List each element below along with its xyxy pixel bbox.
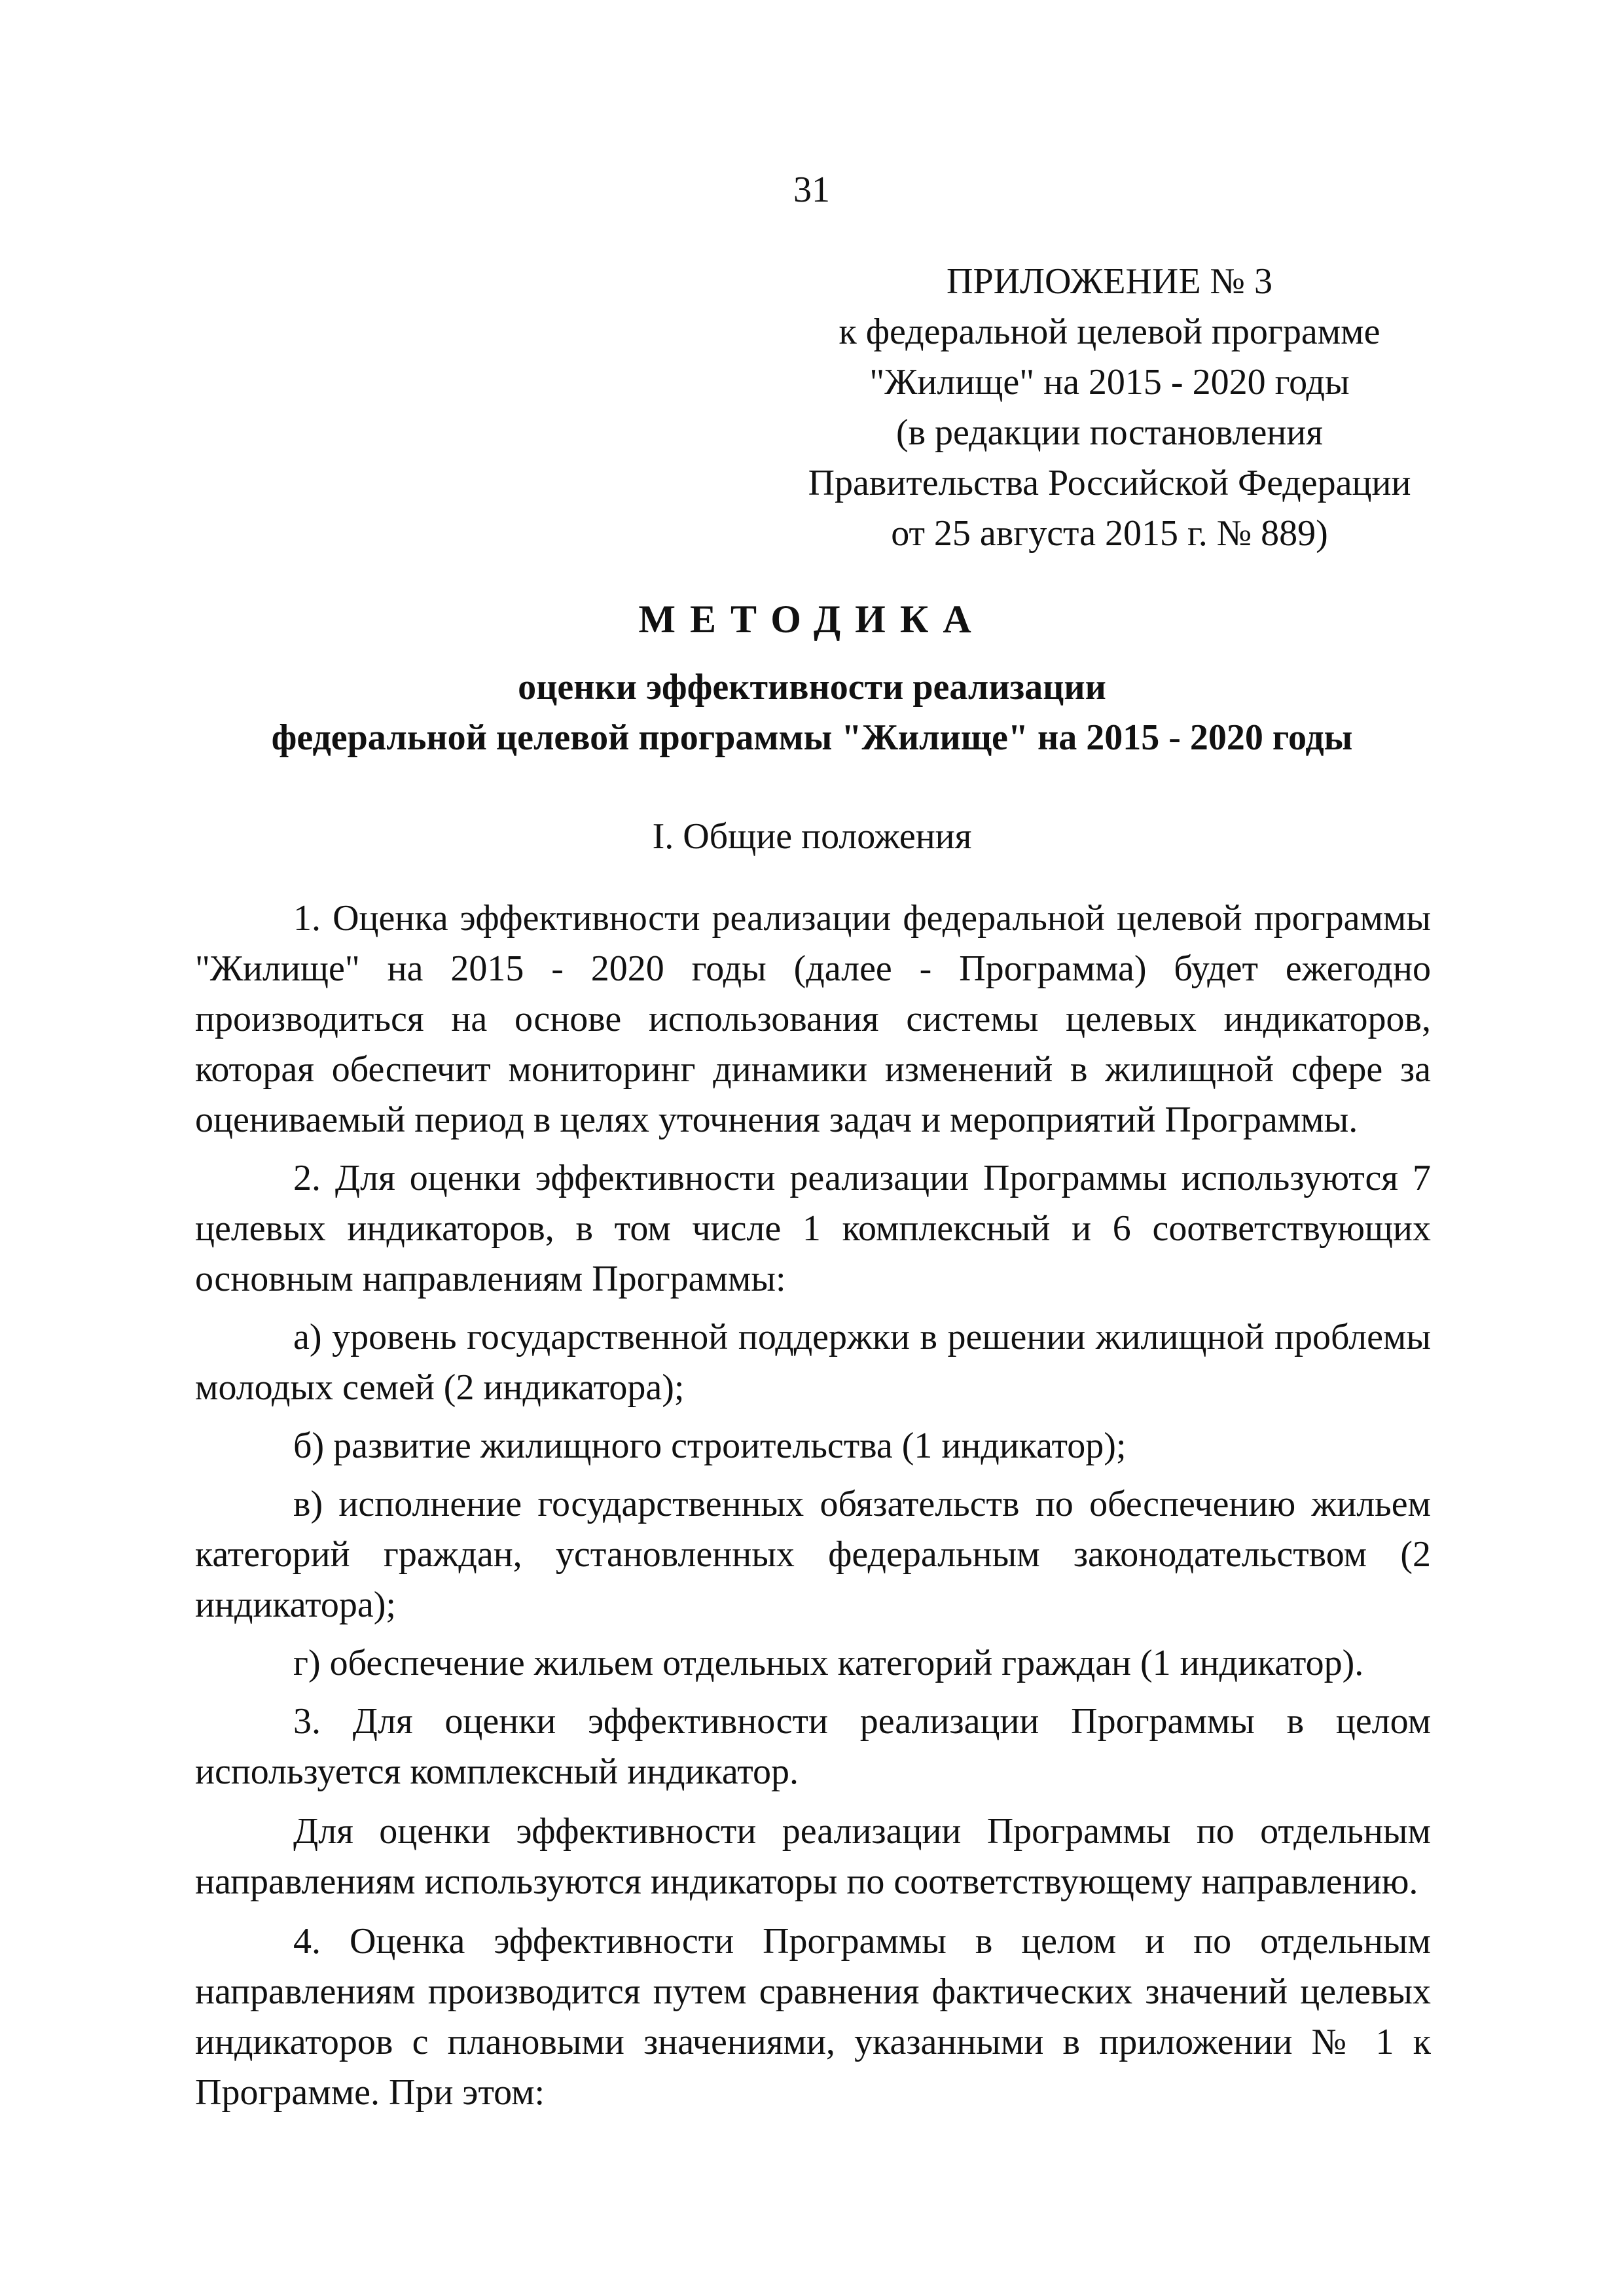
paragraph-4: 4. Оценка эффективности Программы в целом и по отдельным направлениям производится путем сравнения фактических значений целевых индикаторов с плановыми значениями, указанными в приложении № 1 к Программе. При этом: — [195, 1921, 1431, 2113]
appendix-program: к федеральной целевой программе — [839, 312, 1380, 352]
appendix-header — [753, 257, 1466, 559]
appendix-edition: (в редакции постановления — [895, 412, 1324, 453]
paragraph-2b: б) развитие жилищного строительства (1 индикатор); — [293, 1426, 1127, 1466]
subtitle-line-2: федеральной целевой программы "Жилище" на 2015 - 2020 годы — [271, 717, 1353, 758]
paragraph-3: 3. Для оценки эффективности реализации Программы в целом используется комплексный индикатор. — [195, 1701, 1431, 1792]
paragraph-3-continued: Для оценки эффективности реализации Программы по отдельным направлениям используются индикаторы по соответствующему направлению. — [195, 1811, 1431, 1902]
paragraph-1: 1. Оценка эффективности реализации федеральной целевой программы "Жилище" на 2015 - 2020 годы (далее - Программа) будет ежегодно производиться на основе использования системы целевых индикаторов, которая обеспечит мониторинг динамики изменений в жилищной сфере за оцениваемый период в целях уточнения задач и мероприятий Программы. — [195, 898, 1431, 1140]
appendix-number: ПРИЛОЖЕНИЕ № 3 — [947, 261, 1272, 302]
document-title: МЕТОДИКА — [638, 598, 986, 641]
appendix-government: Правительства Российской Федерации — [808, 463, 1411, 503]
paragraph-2v: в) исполнение государственных обязательств по обеспечению жильем категорий граждан, установленных федеральным законодательством (2 индикатора); — [195, 1484, 1431, 1625]
subtitle-line-1: оценки эффективности реализации — [518, 667, 1106, 708]
body-text — [195, 893, 1431, 2118]
paragraph-2: 2. Для оценки эффективности реализации Программы используются 7 целевых индикаторов, в том числе 1 комплексный и 6 соответствующих основным направлениям Программы: — [195, 1158, 1431, 1299]
page-number: 31 — [793, 170, 830, 210]
document-subtitle — [0, 662, 1624, 763]
paragraph-2a: а) уровень государственной поддержки в решении жилищной проблемы молодых семей (2 индикатора); — [195, 1317, 1431, 1408]
appendix-date: от 25 августа 2015 г. № 889) — [891, 513, 1328, 554]
paragraph-2g: г) обеспечение жильем отдельных категорий граждан (1 индикатор). — [293, 1643, 1364, 1683]
appendix-program-name: "Жилище" на 2015 - 2020 годы — [869, 362, 1350, 403]
section-title: I. Общие положения — [652, 816, 972, 857]
